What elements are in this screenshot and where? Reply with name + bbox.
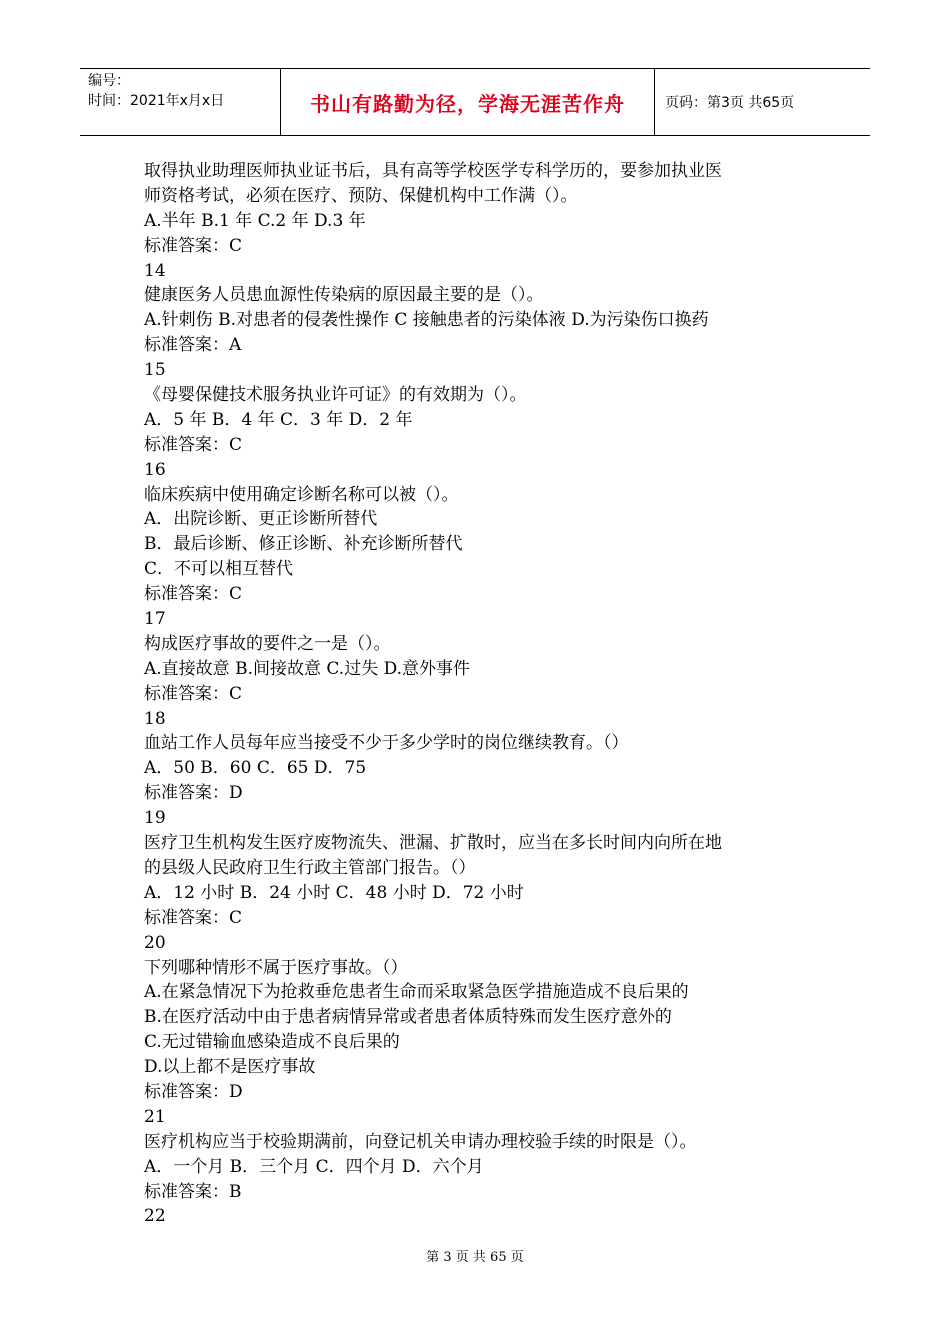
text-line: 标准答案：C [144, 907, 243, 928]
text-line: A.半年 B.1 年 C.2 年 D.3 年 [144, 210, 366, 231]
text-line: 20 [144, 932, 166, 953]
page-header [80, 68, 870, 136]
text-line: 16 [144, 459, 166, 480]
text-line: 构成医疗事故的要件之一是（）。 [144, 633, 391, 654]
text-line: 下列哪种情形不属于医疗事故。（） [144, 957, 408, 978]
header-motto-cell [281, 69, 655, 135]
text-line: 标准答案：A [144, 335, 242, 356]
text-line: 标准答案：C [144, 434, 243, 455]
text-line: 18 [144, 708, 166, 729]
text-line: 标准答案：D [144, 783, 243, 804]
text-line: A.针刺伤 B.对患者的侵袭性操作 C 接触患者的污染体液 D.为污染伤口换药 [144, 310, 709, 331]
text-line: A.直接故意 B.间接故意 C.过失 D.意外事件 [144, 658, 471, 679]
text-line: A．12 小时 B．24 小时 C．48 小时 D．72 小时 [144, 882, 524, 903]
text-line: 标准答案：B [144, 1181, 242, 1202]
text-line: 15 [144, 360, 166, 381]
text-line: 健康医务人员患血源性传染病的原因最主要的是（）。 [144, 285, 544, 306]
footer-page-number: 第 3 页 共 65 页 [426, 1250, 524, 1265]
text-line: A．50 B．60 C．65 D．75 [144, 758, 367, 779]
text-line: 标准答案：C [144, 584, 243, 605]
text-line: 标准答案：D [144, 1081, 243, 1102]
text-line: 标准答案：C [144, 683, 243, 704]
text-line: 取得执业助理医师执业证书后，具有高等学校医学专科学历的，要参加执业医 [144, 161, 722, 181]
text-line: 《母婴保健技术服务执业许可证》的有效期为（）。 [144, 385, 527, 406]
text-line: B.在医疗活动中由于患者病情异常或者患者体质特殊而发生医疗意外的 [144, 1007, 672, 1028]
text-line: 14 [144, 260, 166, 281]
text-line: C．不可以相互替代 [144, 559, 294, 580]
text-line: 19 [144, 808, 166, 829]
text-line: 医疗卫生机构发生医疗废物流失、泄漏、扩散时，应当在多长时间内向所在地 [144, 833, 722, 854]
text-line: 21 [144, 1106, 166, 1127]
page-footer [0, 1246, 950, 1265]
document-body [144, 159, 824, 1229]
text-line: 22 [144, 1206, 166, 1227]
text-line: 师资格考试，必须在医疗、预防、保健机构中工作满（）。 [144, 185, 578, 206]
text-line: A．5 年 B．4 年 C．3 年 D．2 年 [144, 409, 413, 430]
text-line: 临床疾病中使用确定诊断名称可以被（）。 [144, 484, 459, 505]
text-line: B．最后诊断、修正诊断、补充诊断所替代 [144, 534, 463, 555]
text-line: 标准答案：C [144, 235, 243, 256]
text-line: 的县级人民政府卫生行政主管部门报告。（） [144, 857, 476, 878]
text-line: C.无过错输血感染造成不良后果的 [144, 1032, 400, 1053]
page-info: 页码：第3页 共65页 [665, 95, 795, 111]
text-line: 17 [144, 609, 166, 630]
motto-text: 书山有路勤为径，学海无涯苦作舟 [310, 91, 625, 116]
text-line: A．一个月 B．三个月 C．四个月 D．六个月 [144, 1156, 484, 1177]
serial-label: 编号： [88, 73, 130, 89]
text-line: 血站工作人员每年应当接受不少于多少学时的岗位继续教育。（） [144, 733, 629, 754]
text-line: 医疗机构应当于校验期满前，向登记机关申请办理校验手续的时限是（）。 [144, 1131, 697, 1152]
text-line: A.在紧急情况下为抢救垂危患者生命而采取紧急医学措施造成不良后果的 [144, 982, 689, 1003]
header-left-cell [80, 69, 281, 135]
date-line: 时间：2021年x月x日 [88, 93, 225, 109]
header-page-cell [655, 69, 870, 135]
text-line: D.以上都不是医疗事故 [144, 1057, 316, 1078]
text-line: A．出院诊断、更正诊断所替代 [144, 509, 378, 530]
